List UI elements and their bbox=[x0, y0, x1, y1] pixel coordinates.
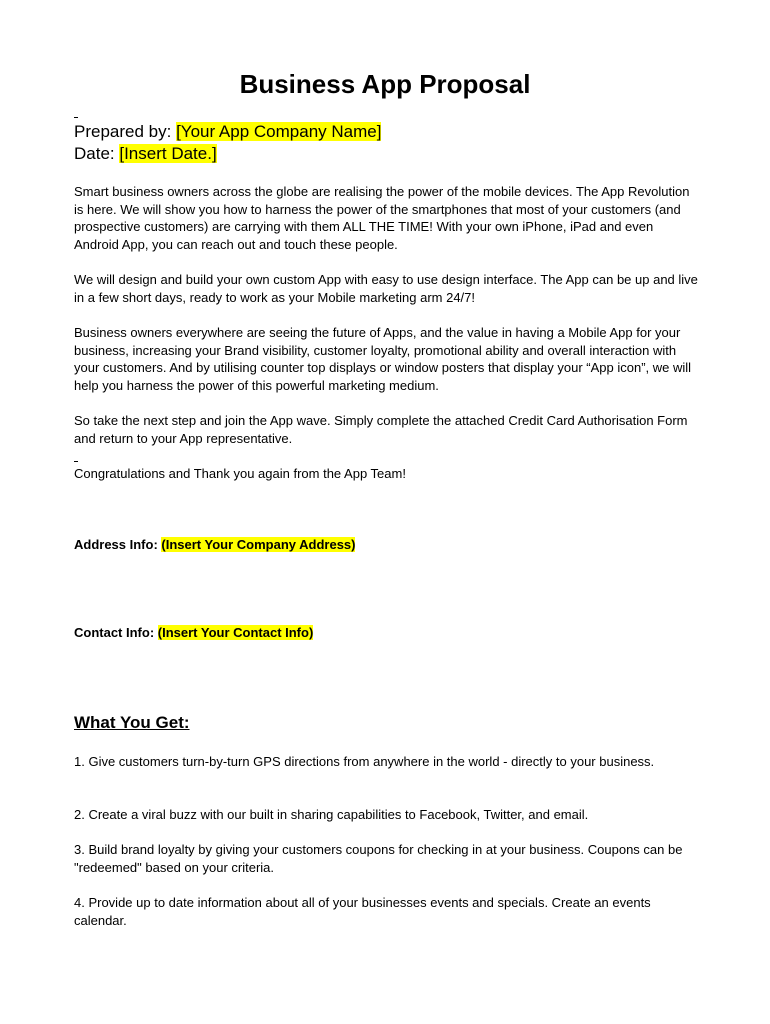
paragraph-mark bbox=[74, 117, 78, 118]
prepared-by-line bbox=[74, 121, 381, 143]
list-item: 1. Give customers turn-by-turn GPS directions from anywhere in the world - directly to your business. bbox=[74, 754, 655, 769]
business-owners-paragraph: Business owners everywhere are seeing the future of Apps, and the value in having a Mobile App for your business, increasing your Brand visibility, customer loyalty, promotional ability and overall interaction with your customers. And by utilising counter top displays or window posters that display your “App icon”, we will help you harness the power of this powerful marketing medium. bbox=[74, 325, 692, 393]
design-paragraph: We will design and build your own custom App with easy to use design interface. The App can be up and live in a few short days, ready to work as your Mobile marketing arm 24/7! bbox=[74, 272, 698, 305]
contact-info bbox=[74, 624, 313, 641]
document-title: Business App Proposal bbox=[239, 69, 531, 99]
date-line bbox=[74, 143, 217, 165]
list-item: 4. Provide up to date information about all of your businesses events and specials. Create an events calendar. bbox=[74, 895, 651, 928]
list-item: 2. Create a viral buzz with our built in sharing capabilities to Facebook, Twitter, and email. bbox=[74, 807, 589, 822]
prepared-by-value: [Your App Company Name] bbox=[176, 122, 382, 141]
address-info bbox=[74, 536, 355, 553]
address-label: Address Info: bbox=[74, 537, 162, 552]
closing-paragraph: Congratulations and Thank you again from the App Team! bbox=[74, 466, 406, 481]
intro-paragraph: Smart business owners across the globe are realising the power of the mobile devices. The App Revolution is here. We will show you how to harness the power of the smartphones that most of your customers (and prospective customers) are carrying with them ALL THE TIME! With your own iPhone, iPad and even Android App, you can reach out and touch these people. bbox=[74, 184, 690, 252]
contact-value: (Insert Your Contact Info) bbox=[157, 625, 314, 640]
date-label: Date: bbox=[74, 144, 120, 163]
list-item: 3. Build brand loyalty by giving your customers coupons for checking in at your business. Coupons can be "redeemed" based on your criteria. bbox=[74, 842, 683, 875]
date-value: [Insert Date.] bbox=[119, 144, 217, 163]
section-heading: What You Get: bbox=[74, 713, 190, 732]
contact-label: Contact Info: bbox=[74, 625, 158, 640]
next-step-paragraph: So take the next step and join the App wave. Simply complete the attached Credit Card Authorisation Form and return to your App representative. bbox=[74, 413, 688, 446]
paragraph-mark bbox=[74, 461, 78, 462]
address-value: (Insert Your Company Address) bbox=[161, 537, 356, 552]
prepared-by-label: Prepared by: bbox=[74, 122, 177, 141]
